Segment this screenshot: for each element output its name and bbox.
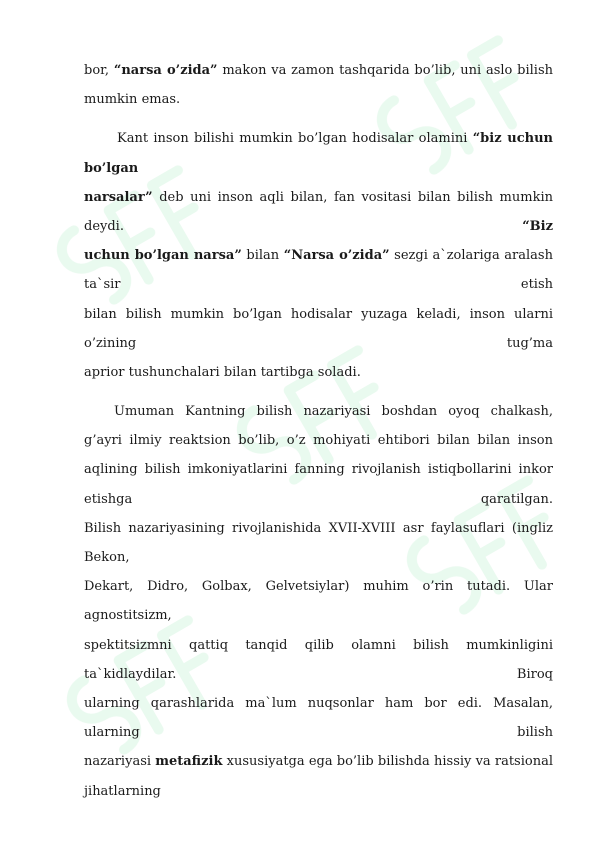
text-line: uchun bo’lgan narsa” bilan “Narsa o’zida” sezgi a`zolariga aralash bbox=[84, 248, 553, 264]
text-line: o’zining tug’ma bbox=[84, 335, 553, 351]
text-line: ularning bilish bbox=[84, 725, 553, 741]
text-line: jihatlarning bbox=[84, 783, 161, 799]
text-line: agnostitsizm, bbox=[84, 608, 172, 624]
text-line: spektitsizmni qattiq tanqid qilib olamni bilish mumkinligini bbox=[84, 637, 553, 653]
text-line: Bekon, bbox=[84, 550, 130, 565]
text-line: ta`sir etish bbox=[84, 277, 553, 293]
text-line: Dekart, Didro, Golbax, Gelvetsiylar) muhim o’rin tutadi. Ular bbox=[84, 579, 553, 595]
text-line: bilan bilish mumkin bo’lgan hodisalar yuzaga keladi, inson ularni bbox=[84, 306, 553, 322]
text-line: Umuman Kantning bilish nazariyasi boshdan oyoq chalkash, bbox=[114, 404, 553, 420]
text-line: Kant inson bilishi mumkin bo’lgan hodisalar olamini “biz uchun bbox=[117, 131, 553, 147]
text-line: bor, “narsa o’zida” makon va zamon tashqarida bo’lib, uni aslo bilish bbox=[84, 63, 553, 78]
text-line: etishga qaratilgan. bbox=[84, 491, 553, 507]
text-line: aprior tushunchalari bilan tartibga soladi. bbox=[84, 364, 361, 380]
document-body bbox=[84, 56, 553, 806]
text-line: Bilish nazariyasining rivojlanishida XVII-XVIII asr faylasuflari (ingliz bbox=[84, 520, 553, 536]
text-line: mumkin emas. bbox=[84, 92, 181, 108]
text-line: g’ayri ilmiy reaktsion bo’lib, o’z mohiyati ehtibori bilan bilan inson bbox=[84, 433, 553, 449]
text-line: aqlining bilish imkoniyatlarini fanning rivojlanish istiqbollarini inkor bbox=[84, 462, 553, 478]
text-line: nazariyasi metafizik xususiyatga ega bo’lib bilishda hissiy va ratsional bbox=[84, 754, 553, 770]
text-line: narsalar” deb uni inson aqli bilan, fan vositasi bilan bilish mumkin bbox=[84, 189, 553, 205]
text-line: ta`kidlaydilar. Biroq bbox=[84, 666, 553, 682]
text-line: ularning qarashlarida ma`lum nuqsonlar ham bor edi. Masalan, bbox=[84, 695, 553, 711]
text-line: deydi. “Biz bbox=[84, 218, 553, 234]
text-line: bo’lgan bbox=[84, 160, 139, 176]
